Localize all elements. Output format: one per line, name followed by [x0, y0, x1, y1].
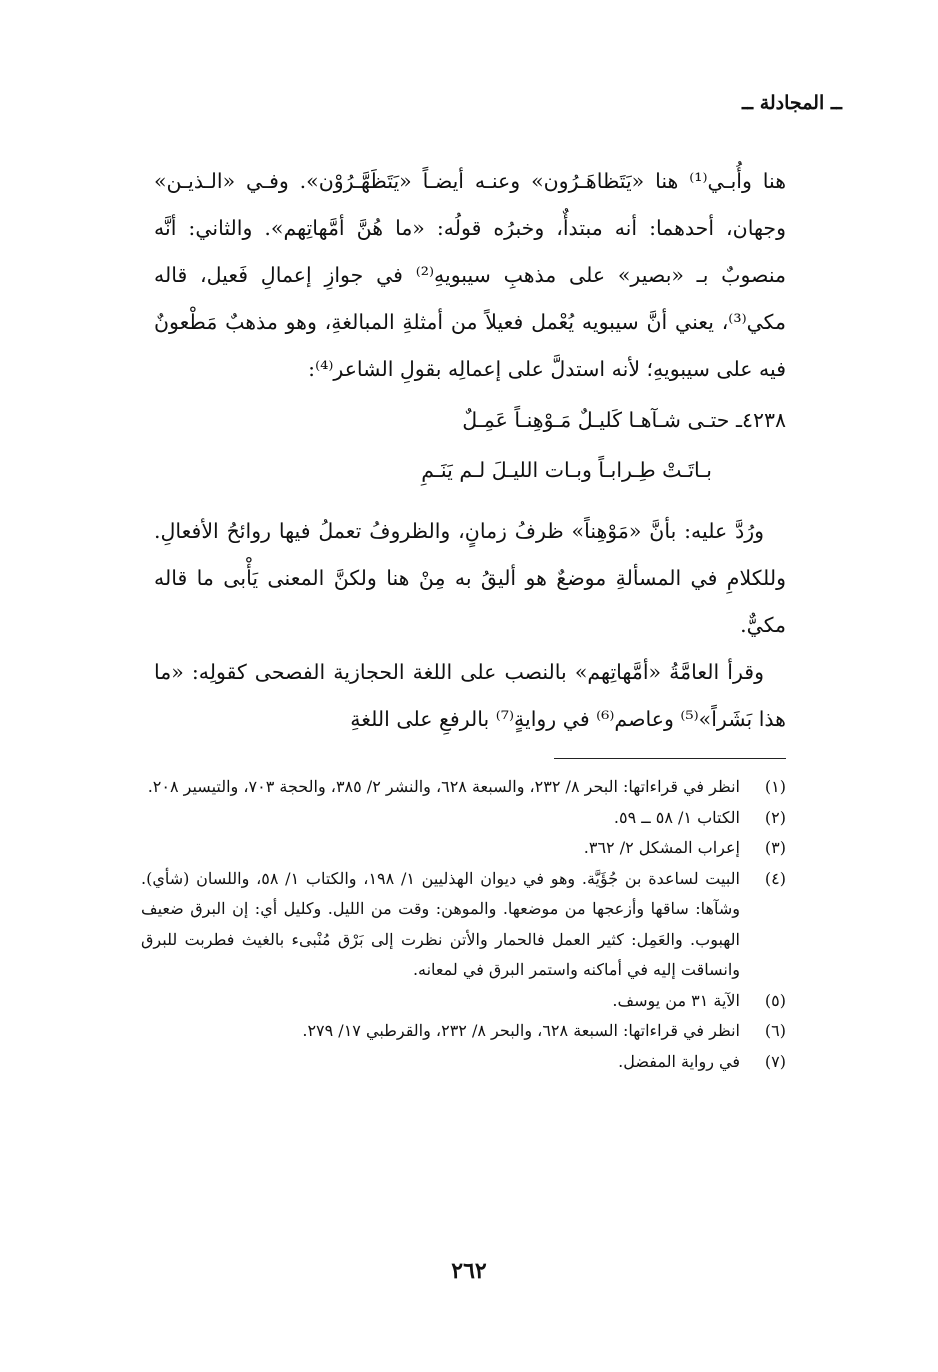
footnote-2 — [141, 803, 786, 834]
paragraph-3: وقرأ العامَّةُ «أمَّهاتِهم» بالنصب على اللغة الحجازية الفصحى كقولِه: «ما هذا بَشَراً»⁽⁵⁾ وعاصم⁽⁶⁾ في روايةٍ⁽⁷⁾ بالرفعِ على اللغةِ — [154, 660, 786, 731]
footnote-3 — [141, 833, 786, 864]
footnote-text: إعراب المشكل ٢/ ٣٦٢. — [583, 838, 740, 857]
verse-line-2: بـاتَـتْ طِـرابـاً وبـات الليـلَ لـم يَنَـمِ — [421, 458, 712, 482]
page-number: ٢٦٢ — [451, 1258, 487, 1284]
footnote-text: في رواية المفضل. — [618, 1051, 740, 1071]
footnote-number: (٥) — [764, 990, 786, 1010]
footnote-4 — [141, 864, 786, 986]
footnote-number: (٤) — [764, 868, 786, 888]
footnote-number: (٢) — [764, 807, 786, 827]
footnote-text: انظر في قراءاتها: البحر ٨/ ٢٣٢، والسبعة ٦٢٨، والنشر ٢/ ٣٨٥، والحجة ٧٠٣، والتيسير ٢٠٨. — [147, 777, 740, 796]
running-header: ــ المجادلة ــ — [741, 92, 842, 114]
main-text-block-1 — [154, 158, 786, 393]
paragraph-1: هنا وأُبـي⁽¹⁾ هنا «يَتَظاهَـرُون» وعنـه أيضـاً «يَتَظَهَّـرُوْن». وفـي «الـذيـن» وجهان، أحدهما: أنه مبتدأٌ، وخبرُه قولُه: «ما هُنَّ أمَّهاتِهم». والثاني: أنَّه منصوبٌ بـ «بصير» على مذهبِ سيبويهِ⁽²⁾ في جوازِ إعمالِ فَعيل، قاله مكي⁽³⁾، يعني أنَّ سيبويه يُعْمل فعيلاً من أمثلةِ المبالغةِ، وهو مذهبٌ مَطْعونٌ فيه على سيبويهِ؛ لأنه استدلَّ على إعمالِه بقولِ الشاعر⁽⁴⁾: — [154, 169, 787, 381]
footnote-number: (٣) — [764, 838, 786, 857]
footnote-text: الكتاب ١/ ٥٨ ــ ٥٩. — [613, 807, 740, 827]
footnote-5 — [141, 986, 786, 1017]
footnote-number: (٧) — [764, 1051, 786, 1071]
footnote-text: البيت لساعدة بن جُؤَيَّة. وهو في ديوان الهذليين ١/ ١٩٨، والكتاب ١/ ٥٨، واللسان (شأي). وشآها: ساقها وأزعجها من موضعها. والموهن: وقت من الليل. وكليل أي: إن البرق ضعيف الهبوب. والعَمِل: كثير العمل فالحمار والأتن نظرت إلى بَرْق مُنْبىء بالغيث فطربت للبرق وانساقت إليه في أماكنه واستمر البرق في لمعانه. — [141, 868, 740, 979]
footnote-number: (١) — [764, 777, 786, 796]
footnote-number: (٦) — [764, 1021, 786, 1040]
footnote-separator — [554, 758, 786, 759]
footnotes — [141, 772, 786, 1077]
verse-line-1: ٤٢٣٨ـ حتـى شـآهـا كَليـلٌ مَـوْهِنـاً عَمِـلٌ — [462, 408, 786, 432]
footnote-text: الآية ٣١ من يوسف. — [612, 990, 740, 1010]
footnote-1 — [141, 772, 786, 803]
footnote-6 — [141, 1016, 786, 1047]
paragraph-2: ورُدَّ عليه: بأنَّ «مَوْهِناً» ظرفُ زمانٍ، والظروفُ تعملُ فيها روائحُ الأفعالِ. وللكلامِ في المسألةِ موضعٌ هو أليقُ به مِنْ هنا ولكنَّ المعنى يَأْبى ما قاله مكيٌّ. — [154, 519, 786, 637]
main-text-block-2 — [154, 508, 786, 743]
footnote-text: انظر في قراءاتها: السبعة ٦٢٨، والبحر ٨/ ٢٣٢، والقرطبي ١٧/ ٢٧٩. — [302, 1021, 740, 1040]
footnote-7 — [141, 1047, 786, 1078]
